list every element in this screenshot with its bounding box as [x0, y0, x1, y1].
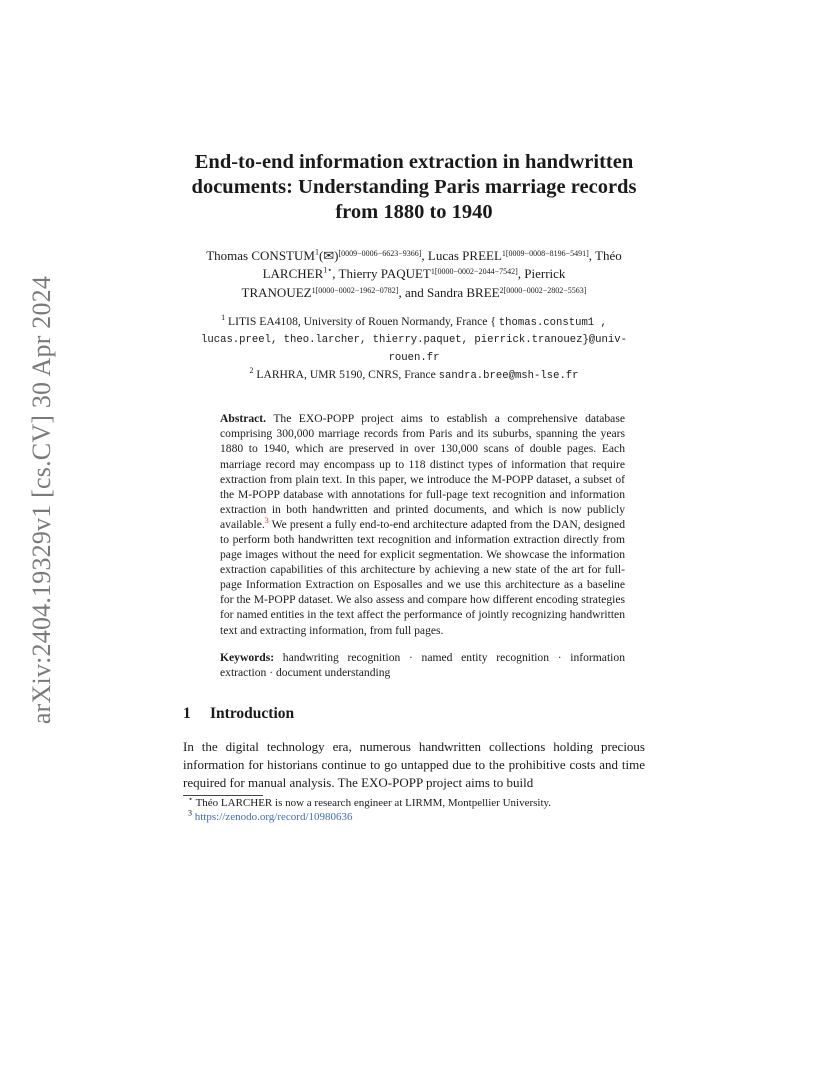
- affiliation-email: sandra.bree@msh-lse.fr: [438, 369, 579, 382]
- author-list: Thomas CONSTUM$^1$(✉)[0009−0006−6623−9366], Lucas $PREEL^{1[0009-0008-8196-5491]}$, Théo $LARCHER^{1⋆}$, Thierry $PAQUET^{1[0000-0002-2044-7542]}$, Pierrick $TRANOUEZ^{1[0000-0002-1962-0782]}$, and Sandra $BREE^{2[0000-0002-2802-5563]}$: [206, 247, 622, 300]
- abstract-text: The EXO-POPP project aims to establish a comprehensive database comprising 300,000 marriage records from Paris and its suburbs, spanning the years 1880 to 1940, which are preserved in over 130,000 scans of double pages. Each marriage record may encompass up to 118 distinct types of information that require extraction from plain text. In this paper, we introduce the M-POPP dataset, a subset of the M-POPP database with annotations for full-page text recognition and information extraction in both handwritten and printed documents, and which is now publicly available.: [220, 412, 625, 531]
- abstract-label: Abstract.: [220, 412, 267, 426]
- footnote-ref-link[interactable]: 3: [264, 516, 269, 526]
- author-name: Sandra BREE: [427, 284, 500, 300]
- affiliation-2: [183, 367, 645, 385]
- section-number: 1: [183, 704, 191, 722]
- orcid-id: 1[0000−0002−2044−7542]: [430, 267, 518, 277]
- affiliation-emails: thomas.constum1 , lucas.preel, theo.larcher, thierry.paquet, pierrick.tranouez: [201, 316, 607, 347]
- arxiv-identifier: arXiv:2404.19329v1 [cs.CV] 30 Apr 2024: [27, 275, 56, 725]
- orcid-id: 1[0009−0008−8196−5491]: [501, 249, 589, 258]
- affiliation-email-domain: }@univ-rouen.fr: [388, 334, 627, 365]
- paper-page: [183, 150, 645, 824]
- affiliation-1: [183, 314, 645, 367]
- section-heading: [183, 705, 645, 723]
- abstract-text-continued: We present a fully end-to-end architecture adapted from the DAN, designed to perform both handwritten text recognition and information extraction directly from page images without the need for explicit segmentation. We showcase the information extraction capabilities of this architecture by achieving a new state of the art for full-page Information Extraction on Esposalles and we use this architecture as a baseline for the M-POPP dataset. We also assess and compare how different encoding strategies for named entities in the text affect the performance of jointly recognizing handwritten text and extracting information, from full pages.: [220, 517, 625, 637]
- author-affil-sup: 1: [314, 247, 319, 257]
- affiliation-number: 1: [221, 313, 226, 323]
- footnote-1: [183, 796, 645, 810]
- keywords: [220, 650, 625, 680]
- footnote-mark: 3: [188, 808, 192, 818]
- keywords-label: Keywords:: [220, 650, 275, 664]
- footnote-text: Théo LARCHER is now a research engineer at LIRMM, Montpellier University.: [195, 796, 552, 809]
- footnote-mark: ⋆: [188, 794, 194, 804]
- author-name: Pierrick TRANOUEZ: [241, 266, 566, 300]
- affiliation-text: LARHRA, UMR 5190, CNRS, France: [256, 367, 436, 381]
- corresponding-mail-icon: (✉): [318, 248, 339, 263]
- affiliations: [183, 314, 645, 384]
- footnote-3: [183, 810, 645, 824]
- author-conjunction: and: [404, 284, 424, 300]
- section-title: Introduction: [210, 704, 295, 722]
- orcid-id: 1[0000−0002−1962−0782]: [311, 285, 399, 295]
- paper-title: End-to-end information extraction in handwritten documents: Understanding Paris marriage records from 1880 to 1940: [191, 151, 637, 223]
- orcid-id: [0009−0006−6623−9366]: [338, 249, 422, 258]
- author-affil-sup: 1⋆: [323, 265, 333, 275]
- abstract: [220, 411, 625, 637]
- orcid-id: 2[0000−0002−2802−5563]: [499, 285, 587, 295]
- intro-paragraph: In the digital technology era, numerous handwritten collections holding precious information for historians continue to go untapped due to the prohibitive costs and time required for manual analysis. The EXO-POPP project aims to build: [183, 738, 645, 791]
- author-name: Thierry PAQUET: [338, 266, 431, 282]
- affiliation-text: LITIS EA4108, University of Rouen Normandy, France {: [228, 314, 496, 328]
- author-name: Thomas CONSTUM: [206, 248, 315, 263]
- author-name: Théo LARCHER: [262, 248, 622, 282]
- affiliation-number: 2: [249, 365, 254, 375]
- keywords-text: handwriting recognition · named entity recognition · information extraction · document understanding: [220, 650, 625, 679]
- author-name: Lucas PREEL: [427, 248, 502, 263]
- zenodo-link[interactable]: https://zenodo.org/record/10980636: [194, 810, 353, 823]
